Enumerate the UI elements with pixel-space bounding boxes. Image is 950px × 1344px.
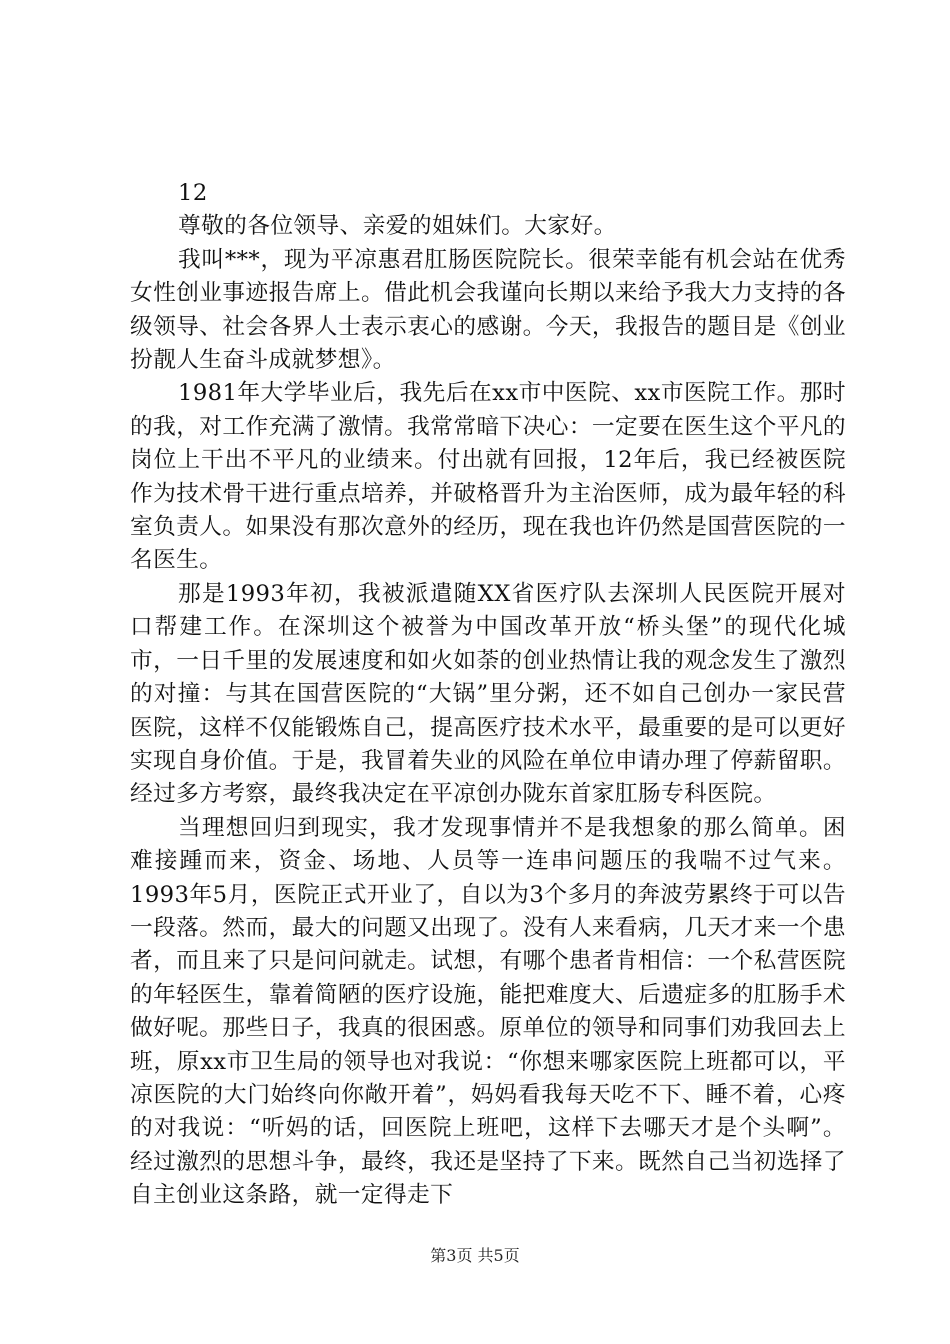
section-number: 12 <box>178 180 208 206</box>
paragraph-shenzhen: 那是1993年初，我被派遣随XX省医疗队去深圳人民医院开展对口帮建工作。在深圳这个被誉为中国改革开放“桥头堡”的现代化城市，一日千里的发展速度和如火如荼的创业热情让我的观念发生了激烈的对撞：与其在国营医院的“大锅”里分粥，还不如自己创办一家民营医院，这样不仅能锻炼自己，提高医疗技术水平，最重要的是可以更好实现自身价值。于是，我冒着失业的风险在单位申请办理了停薪留职。经过多方考察，最终我决定在平凉创办陇东首家肛肠专科医院。 <box>130 580 846 808</box>
salutation: 尊敬的各位领导、亲爱的姐妹们。大家好。 <box>178 213 617 240</box>
page-footer: 第3页 共5页 <box>430 1246 520 1265</box>
paragraph-career: 1981年大学毕业后，我先后在xx市中医院、xx市医院工作。那时的我，对工作充满了激情。我常常暗下决心：一定要在医生这个平凡的岗位上干出不平凡的业绩来。付出就有回报，12年后，我已经被医院作为技术骨干进行重点培养，并破格晋升为主治医师，成为最年轻的科室负责人。如果没有那次意外的经历，现在我也许仍然是国营医院的一名医生。 <box>130 380 846 574</box>
document-body <box>130 177 846 1213</box>
paragraph-difficulties: 当理想回归到现实，我才发现事情并不是我想象的那么简单。困难接踵而来，资金、场地、人员等一连串问题压的我喘不过气来。1993年5月，医院正式开业了，自以为3个多月的奔波劳累终于可以告一段落。然而，最大的问题又出现了。没有人来看病，几天才来一个患者，而且来了只是问问就走。试想，有哪个患者肯相信：一个私营医院的年轻医生，靠着简陋的医疗设施，能把难度大、后遗症多的肛肠手术做好呢。那些日子，我真的很困惑。原单位的领导和同事们劝我回去上班，原xx市卫生局的领导也对我说：“你想来哪家医院上班都可以，平凉医院的大门始终向你敞开着”，妈妈看我每天吃不下、睡不着，心疼的对我说：“听妈的话，回医院上班吧，这样下去哪天才是个头啊”。经过激烈的思想斗争，最终，我还是坚持了下来。既然自己当初选择了自主创业这条路，就一定得走下 <box>130 814 846 1209</box>
paragraph-intro: 我叫***，现为平凉惠君肛肠医院院长。很荣幸能有机会站在优秀女性创业事迹报告席上。借此机会我谨向长期以来给予我大力支持的各级领导、社会各界人士表示衷心的感谢。今天，我报告的题目是《创业扮靓人生奋斗成就梦想》。 <box>130 246 846 374</box>
